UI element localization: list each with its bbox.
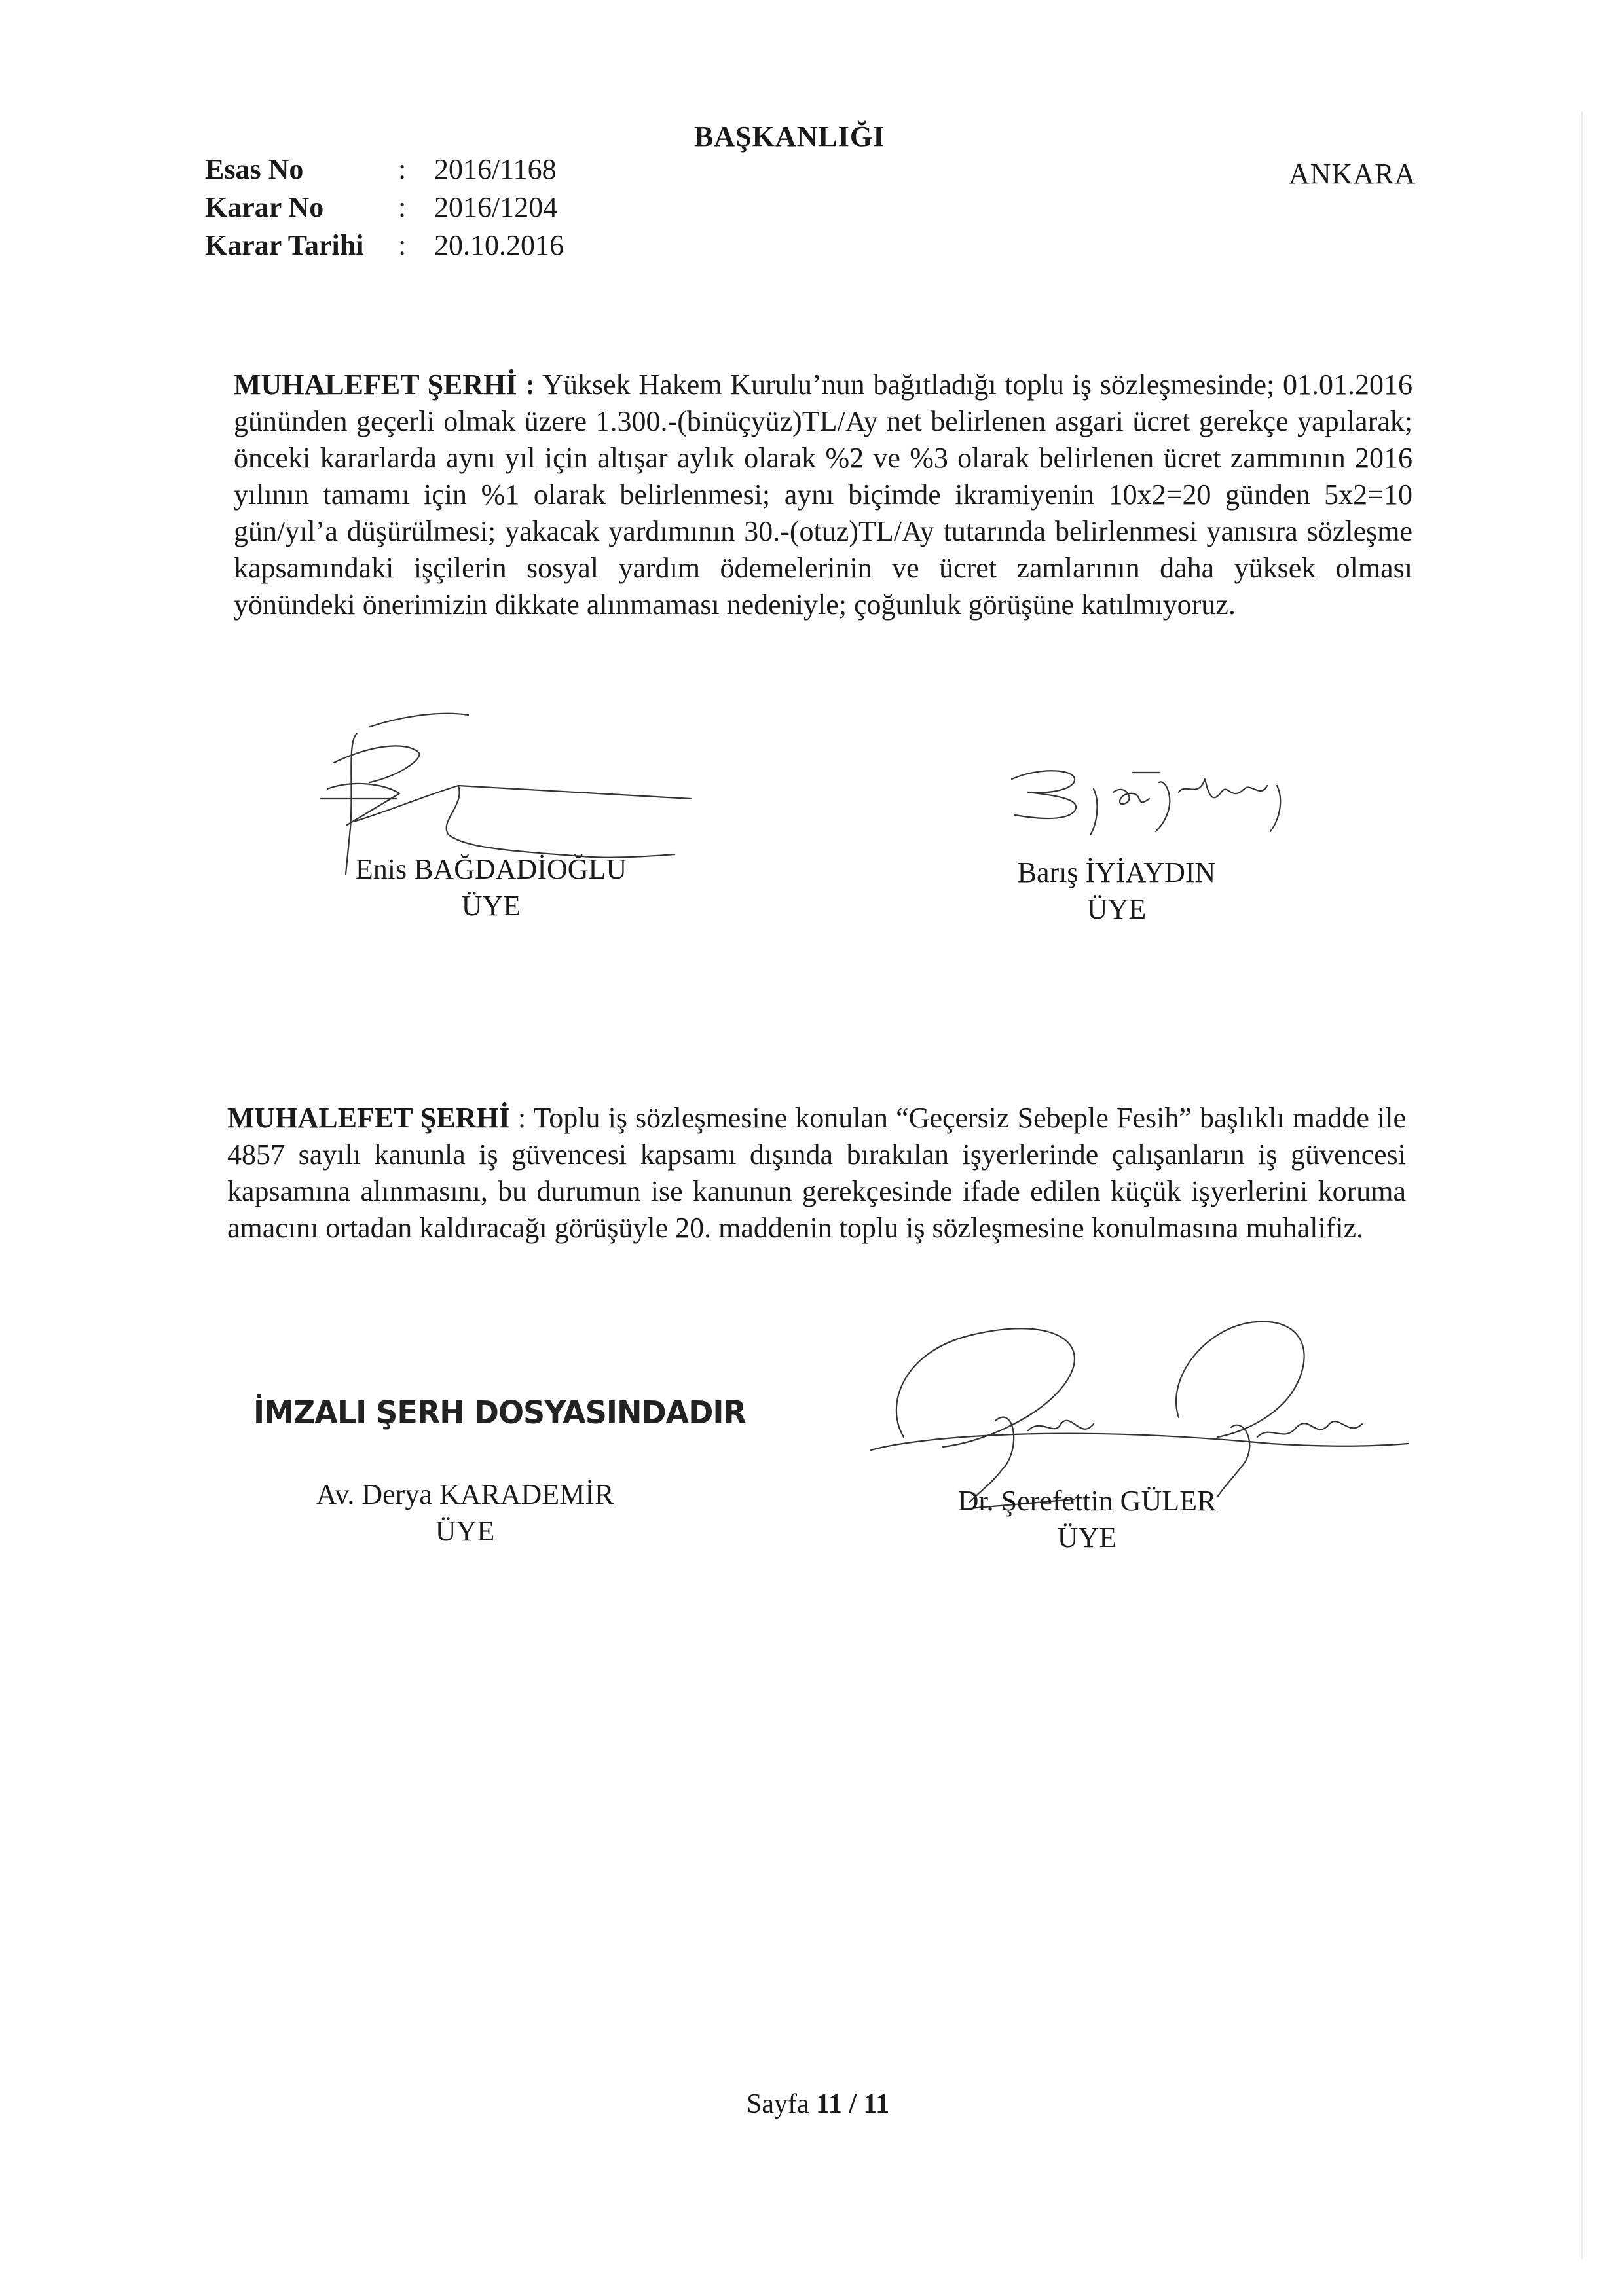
case-info-label: Karar Tarihi (205, 229, 364, 261)
case-info-value: 2016/1168 (434, 153, 557, 185)
page-edge-shadow (1581, 111, 1583, 2259)
dissent-text: : Toplu iş sözleşmesine konulan “Geçersiz Sebeple Fesih” başlıklı madde ile 4857 sayılı kanunla iş güvencesi kapsamı dışında bırakılan işyerlerinde çalışanların iş güvencesi kapsamına alınmasını, bu durumun ise kanunun gerekçesinde ifade edilen küçük işyerlerini koruma amacını ortadan kaldıracağı görüşüyle 20. maddenin toplu iş sözleşmesine konulmasına muhalifiz. (227, 1102, 1407, 1244)
case-info-row (205, 227, 564, 264)
case-info-label: Karar No (205, 191, 324, 223)
signer-name: Barış İYİAYDIN (1017, 856, 1216, 888)
signed-dissent-on-file-stamp: İMZALI ŞERH DOSYASINDADIR (253, 1393, 746, 1431)
page-number (747, 2088, 889, 2120)
dissent-heading: MUHALEFET ŞERHİ : (234, 369, 535, 401)
signature-block-serefettin (904, 1483, 1270, 1556)
institution-title: BAŞKANLIĞI (694, 120, 885, 153)
signer-name: Enis BAĞDADİOĞLU (355, 853, 627, 885)
dissent-heading: MUHALEFET ŞERHİ (227, 1102, 510, 1134)
signature-block-enis (321, 851, 661, 924)
page-count: 11 / 11 (816, 2089, 890, 2119)
dissent-opinion-2 (227, 1100, 1406, 1247)
case-info-row (205, 189, 564, 227)
case-info-value: 20.10.2016 (434, 229, 564, 261)
page-prefix: Sayfa (747, 2089, 809, 2119)
signature-baris-image (1002, 753, 1342, 845)
case-info-value: 2016/1204 (434, 191, 558, 223)
signer-role: ÜYE (435, 1515, 495, 1547)
dissent-opinion-1 (234, 367, 1412, 623)
case-info-block (205, 151, 564, 264)
signer-role: ÜYE (461, 890, 521, 922)
case-info-row (205, 151, 564, 189)
colon: : (398, 191, 407, 223)
signer-name: Dr. Şerefettin GÜLER (957, 1485, 1217, 1517)
signer-role: ÜYE (1086, 893, 1147, 925)
colon: : (398, 229, 407, 261)
signer-role: ÜYE (1057, 1522, 1117, 1554)
city-label: ANKARA (1289, 158, 1416, 190)
signature-block-derya (282, 1476, 648, 1550)
signer-name: Av. Derya KARADEMİR (316, 1478, 614, 1510)
colon: : (398, 153, 407, 185)
dissent-text: Yüksek Hakem Kurulu’nun bağıtladığı toplu iş sözleşmesinde; 01.01.2016 gününden geçerli olmak üzere 1.300.-(binüçyüz)TL/Ay net belirlenen asgari ücret gerekçe yapılarak; önceki kararlarda aynı yıl için altışar aylık olarak %2 ve %3 olarak belirlenen ücret zammının 2016 yılının tamamı için %1 olarak belirlenmesi; aynı biçimde ikramiyenin 10x2=20 günden 5x2=10 gün/yıl’a düşürülmesi; yakacak yardımının 30.-(otuz)TL/Ay tutarında belirlenmesi yanısıra sözleşme kapsamındaki işçilerin sosyal yardım ödemelerinin ve ücret zamlarının daha yüksek olması yönündeki önerimizin dikkate alınmaması nedeniyle; çoğunluk görüşüne katılmıyoruz. (234, 369, 1413, 621)
case-info-label: Esas No (205, 153, 304, 185)
signature-block-baris (969, 854, 1264, 928)
